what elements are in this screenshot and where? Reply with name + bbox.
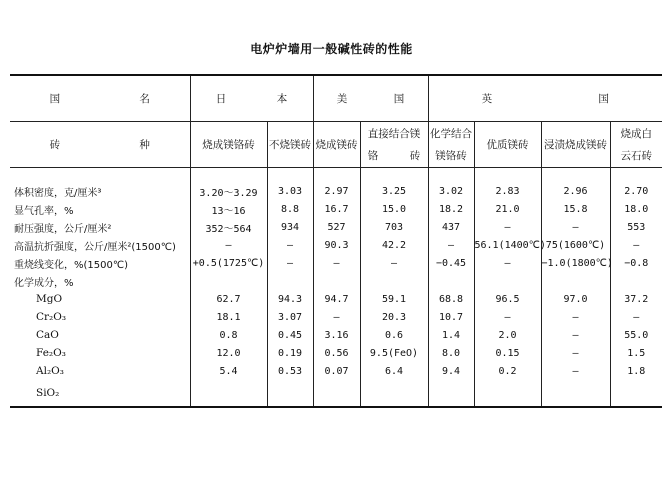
value-cell: —	[474, 254, 541, 272]
value-cell	[541, 380, 610, 407]
row-label: CaO	[36, 329, 59, 341]
country-japan	[190, 75, 313, 122]
brick-type-header	[610, 122, 662, 168]
value-cell: 3.16	[313, 326, 360, 344]
table-row	[10, 254, 662, 272]
value-cell	[313, 380, 360, 407]
value-cell: 15.0	[360, 200, 428, 218]
value-cell: —	[428, 236, 474, 254]
table-row	[10, 200, 662, 218]
value-cell: 934	[267, 218, 313, 236]
value-cell	[267, 272, 313, 290]
value-cell: 8.0	[428, 344, 474, 362]
header-line: 云石砖	[620, 149, 652, 162]
header-line: 化学结合	[430, 127, 472, 140]
value-cell: 62.7	[190, 290, 267, 308]
value-cell	[428, 272, 474, 290]
country-text: 国	[393, 93, 405, 105]
value-cell: —	[541, 218, 610, 236]
country-usa	[313, 75, 428, 122]
value-cell: 94.3	[267, 290, 313, 308]
value-cell: 527	[313, 218, 360, 236]
value-cell: —	[474, 218, 541, 236]
table-row	[10, 308, 662, 326]
brick-type-header: 烧成镁砖	[313, 122, 360, 168]
value-cell: —	[541, 308, 610, 326]
table-row	[10, 290, 662, 308]
value-cell	[313, 272, 360, 290]
value-cell: 2.97	[313, 168, 360, 201]
table-row	[10, 344, 662, 362]
country-text: 英	[481, 93, 493, 105]
value-cell: 55.0	[610, 326, 662, 344]
value-cell: 94.7	[313, 290, 360, 308]
value-cell: 2.83	[474, 168, 541, 201]
value-cell	[474, 380, 541, 407]
value-cell: 12.0	[190, 344, 267, 362]
label-text: 种	[139, 139, 150, 151]
value-cell: —	[474, 308, 541, 326]
table-row	[10, 272, 662, 290]
brick-type-header: 烧成镁铬砖	[190, 122, 267, 168]
row-label: 重烧线变化，%(1500℃)	[14, 259, 128, 271]
value-cell: 0.8	[190, 326, 267, 344]
value-cell	[190, 272, 267, 290]
row-label: MgO	[36, 293, 63, 305]
value-cell: —	[610, 236, 662, 254]
value-cell	[610, 272, 662, 290]
value-cell: 0.6	[360, 326, 428, 344]
header-line: 镁铬砖	[435, 149, 467, 162]
value-cell	[541, 272, 610, 290]
value-cell: 0.45	[267, 326, 313, 344]
row-label: Cr₂O₃	[36, 311, 67, 323]
table-body	[10, 168, 662, 408]
value-cell: —	[190, 236, 267, 254]
country-uk	[428, 75, 662, 122]
header-line: 直接结合镁	[367, 127, 421, 140]
value-cell	[190, 380, 267, 407]
header-line: 铬 砖	[367, 149, 421, 162]
value-cell: —	[267, 236, 313, 254]
value-cell: 97.0	[541, 290, 610, 308]
value-cell: 6.4	[360, 362, 428, 380]
value-cell	[474, 272, 541, 290]
value-cell: —	[541, 326, 610, 344]
value-cell: 437	[428, 218, 474, 236]
table-row	[10, 362, 662, 380]
value-cell: 42.2	[360, 236, 428, 254]
value-cell: +0.5(1725℃)	[190, 254, 267, 272]
header-line: 烧成白	[620, 127, 652, 140]
value-cell	[267, 380, 313, 407]
value-cell: 3.25	[360, 168, 428, 201]
value-cell: 10.7	[428, 308, 474, 326]
label-text: 名	[139, 93, 150, 105]
brick-type-header: 优质镁砖	[474, 122, 541, 168]
value-cell: 59.1	[360, 290, 428, 308]
value-cell: 1.4	[428, 326, 474, 344]
value-cell: 0.15	[474, 344, 541, 362]
brick-type-header	[428, 122, 474, 168]
value-cell: 3.07	[267, 308, 313, 326]
properties-table	[10, 74, 662, 408]
brick-type-header	[360, 122, 428, 168]
row-label: 化学成分，%	[14, 277, 74, 289]
value-cell: 0.19	[267, 344, 313, 362]
value-cell: —	[610, 308, 662, 326]
value-cell: 18.0	[610, 200, 662, 218]
country-text: 美	[336, 93, 348, 105]
value-cell: —	[541, 344, 610, 362]
value-cell: 3.20～3.29	[190, 168, 267, 201]
label-text: 国	[49, 93, 61, 105]
value-cell: 18.1	[190, 308, 267, 326]
value-cell: —	[360, 254, 428, 272]
country-text: 日	[215, 93, 227, 105]
row-label: 耐压强度，公斤/厘米²	[14, 223, 112, 235]
value-cell: 1.8	[610, 362, 662, 380]
value-cell: 68.8	[428, 290, 474, 308]
value-cell: 56.1(1400℃)	[474, 236, 541, 254]
row-label: Al₂O₃	[36, 365, 64, 377]
value-cell: 13～16	[190, 200, 267, 218]
value-cell: 0.56	[313, 344, 360, 362]
table-row	[10, 236, 662, 254]
value-cell: 90.3	[313, 236, 360, 254]
brick-type-header: 不烧镁砖	[267, 122, 313, 168]
table-row	[10, 218, 662, 236]
row-label: 体积密度，克/厘米³	[14, 187, 102, 199]
table-row	[10, 168, 662, 201]
value-cell: —	[313, 308, 360, 326]
value-cell: 553	[610, 218, 662, 236]
value-cell	[428, 380, 474, 407]
value-cell: −0.8	[610, 254, 662, 272]
value-cell: 0.07	[313, 362, 360, 380]
value-cell: 18.2	[428, 200, 474, 218]
value-cell: 352～564	[190, 218, 267, 236]
value-cell: —	[541, 362, 610, 380]
row-label: SiO₂	[10, 380, 190, 407]
value-cell: —	[267, 254, 313, 272]
value-cell: 1.5	[610, 344, 662, 362]
value-cell: 37.2	[610, 290, 662, 308]
value-cell: 0.2	[474, 362, 541, 380]
header-row-country	[10, 75, 662, 122]
value-cell: 21.0	[474, 200, 541, 218]
value-cell: 9.5(FeO)	[360, 344, 428, 362]
brick-type-header: 浸渍烧成镁砖	[541, 122, 610, 168]
value-cell: 0.53	[267, 362, 313, 380]
value-cell	[360, 272, 428, 290]
value-cell: −0.45	[428, 254, 474, 272]
label-text: 砖	[49, 139, 61, 151]
value-cell	[360, 380, 428, 407]
value-cell: 8.8	[267, 200, 313, 218]
table-row	[10, 326, 662, 344]
header-row-brick-type	[10, 122, 662, 168]
country-text: 本	[276, 93, 288, 105]
value-cell: 2.70	[610, 168, 662, 201]
value-cell: 96.5	[474, 290, 541, 308]
value-cell: 9.4	[428, 362, 474, 380]
value-cell: 2.96	[541, 168, 610, 201]
value-cell: 5.4	[190, 362, 267, 380]
value-cell: 3.03	[267, 168, 313, 201]
brick-label-cell	[10, 122, 190, 168]
country-text: 国	[598, 93, 609, 105]
value-cell: 3.02	[428, 168, 474, 201]
row-label: 显气孔率，%	[14, 205, 74, 217]
value-cell: 16.7	[313, 200, 360, 218]
value-cell	[610, 380, 662, 407]
country-label-cell	[10, 75, 190, 122]
row-label: Fe₂O₃	[36, 347, 66, 359]
value-cell: 15.8	[541, 200, 610, 218]
table-title: 电炉炉墙用一般碱性砖的性能	[250, 42, 413, 56]
table-row	[10, 380, 662, 407]
value-cell: −1.0(1800℃)	[541, 254, 610, 272]
value-cell: 75(1600℃)	[541, 236, 610, 254]
row-label: 高温抗折强度，公斤/厘米²(1500℃)	[14, 241, 176, 253]
value-cell: 20.3	[360, 308, 428, 326]
value-cell: 2.0	[474, 326, 541, 344]
value-cell: 703	[360, 218, 428, 236]
value-cell: —	[313, 254, 360, 272]
